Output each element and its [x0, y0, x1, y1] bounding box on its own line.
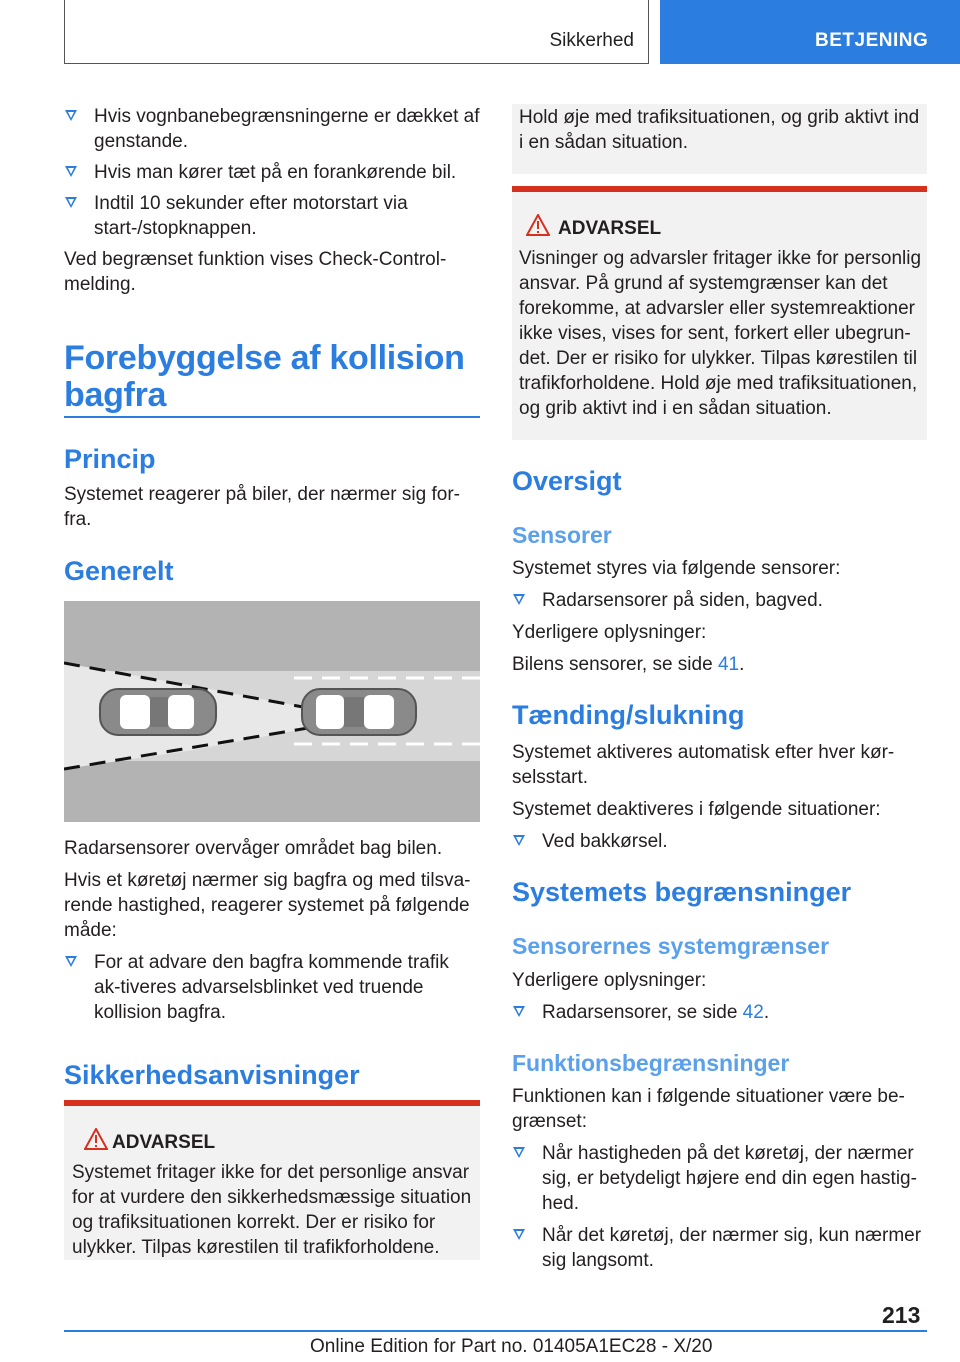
sensorer-body — [512, 556, 927, 677]
list-item: Hvis man kører tæt på en forankørende bil. — [64, 160, 480, 185]
oversigt-heading: Oversigt — [512, 466, 622, 496]
page-number: 213 — [882, 1302, 921, 1328]
chapter-tab-label: BETJENING — [815, 30, 929, 51]
warning-triangle-icon — [526, 214, 550, 236]
sensorer-heading: Sensorer — [512, 522, 612, 548]
vehicle-text: Hvis et køretøj nærmer sig bagfra og med tilsva-rende hastighed, reagerer systemet på følgende måde: — [64, 870, 471, 941]
sensgr-body — [512, 968, 927, 1025]
list-item: Når hastigheden på det køretøj, der nærmer sig, er betydeligt højere end din egen hastig-hed. — [512, 1141, 927, 1216]
sensgr-heading: Sensorernes systemgrænser — [512, 933, 830, 959]
list-item: Hvis vognbanebegrænsningerne er dækket af genstande. — [64, 104, 480, 154]
header-section-box — [64, 0, 649, 64]
list-item: Indtil 10 sekunder efter motorstart via start-/stopknappen. — [64, 191, 480, 241]
section-heading: Forebyggelse af kollision bagfra — [64, 339, 465, 414]
limited-function-text: Ved begrænset funktion vises Check-Control-melding. — [64, 249, 447, 295]
generelt-body — [64, 836, 480, 1025]
funk-heading: Funktionsbegrænsninger — [512, 1050, 790, 1076]
generelt-heading: Generelt — [64, 556, 174, 586]
warning-title: ADVARSEL — [558, 218, 662, 239]
more-info-text: Yderligere oplysninger: — [512, 622, 707, 643]
warning-text: Visninger og advarsler fritager ikke for personlig ansvar. På grund af systemgrænser kan det forekomme, at advarsler eller systemreaktioner ikke vises, vises for sent, forkert eller ubegrun-det. Der er risiko for ulykker. Tilpas kørestilen til trafikforholdene. Hold øje med trafiksituationen, og grib aktivt ind i en sådan situation. — [519, 248, 922, 419]
bullet-triangle-icon — [513, 1229, 525, 1240]
bullet-triangle-icon — [65, 166, 77, 177]
radar-text: Radarsensorer overvåger området bag bilen. — [64, 838, 443, 859]
begr-heading: Systemets begrænsninger — [512, 877, 852, 907]
warning-box — [512, 186, 927, 440]
approaching-car-icon — [302, 689, 416, 735]
bullet-triangle-icon — [65, 197, 77, 208]
sensorer-text: Systemet styres via følgende sensorer: — [512, 558, 841, 579]
more-info-text: Yderligere oplysninger: — [512, 970, 707, 991]
bullet-triangle-icon — [513, 835, 525, 846]
page-link[interactable]: 41 — [717, 654, 740, 675]
note-text: Hold øje med trafiksituationen, og grib aktivt ind i en sådan situation. — [519, 107, 920, 153]
list-item: Ved bakkørsel. — [512, 829, 927, 854]
page-link[interactable]: 42 — [742, 1002, 764, 1023]
road-cars-graphic — [64, 601, 480, 822]
list-item: Radarsensorer på siden, bagved. — [512, 588, 927, 613]
bullet-triangle-icon — [513, 594, 525, 605]
rear-collision-illustration — [64, 601, 480, 822]
bullet-triangle-icon — [513, 1006, 525, 1017]
heading-rule — [64, 416, 480, 418]
funk-body — [512, 1084, 927, 1273]
princip-heading: Princip — [64, 444, 156, 474]
funk-text: Funktionen kan i følgende situationer være be-grænset: — [512, 1086, 905, 1132]
taending-heading: Tænding/slukning — [512, 700, 745, 730]
deaktiv-text: Systemet deaktiveres i følgende situationer: — [512, 799, 881, 820]
list-item: For at advare den bagfra kommende trafik ak-tiveres advarselsblinket ved truende kollision bagfra. — [64, 950, 480, 1025]
footer-rule — [64, 1330, 927, 1332]
section-title: Sikkerhed — [549, 30, 634, 51]
safety-heading: Sikkerhedsanvisninger — [64, 1060, 360, 1090]
chapter-tab[interactable] — [660, 0, 960, 64]
taending-body — [512, 740, 927, 854]
princip-text: Systemet reagerer på biler, der nærmer sig for-fra. — [64, 484, 460, 530]
list-item: Radarsensorer, se side 42. — [512, 1000, 927, 1025]
ego-car-icon — [100, 689, 216, 735]
bullet-triangle-icon — [65, 110, 77, 121]
bullet-triangle-icon — [513, 1147, 525, 1158]
bullet-triangle-icon — [65, 956, 77, 967]
list-item: Når det køretøj, der nærmer sig, kun nærmer sig langsomt. — [512, 1223, 927, 1273]
note-box — [512, 104, 927, 174]
taending-text: Systemet aktiveres automatisk efter hver kør-selsstart. — [512, 742, 895, 788]
warning-text: Systemet fritager ikke for det personlige ansvar for at vurdere den sikkerhedsmæssige situation og trafiksituationen korrekt. Der er risiko for ulykker. Tilpas kørestilen til trafikforholdene. — [72, 1162, 472, 1258]
left-top-bullets — [64, 104, 480, 297]
footer-edition: Online Edition for Part no. 01405A1EC28 - X/20 — [310, 1336, 713, 1357]
warning-title: ADVARSEL — [112, 1132, 216, 1153]
sensor-reference: Bilens sensorer, se side 41. — [512, 654, 745, 675]
warning-triangle-icon — [84, 1128, 108, 1150]
warning-box — [64, 1100, 480, 1260]
